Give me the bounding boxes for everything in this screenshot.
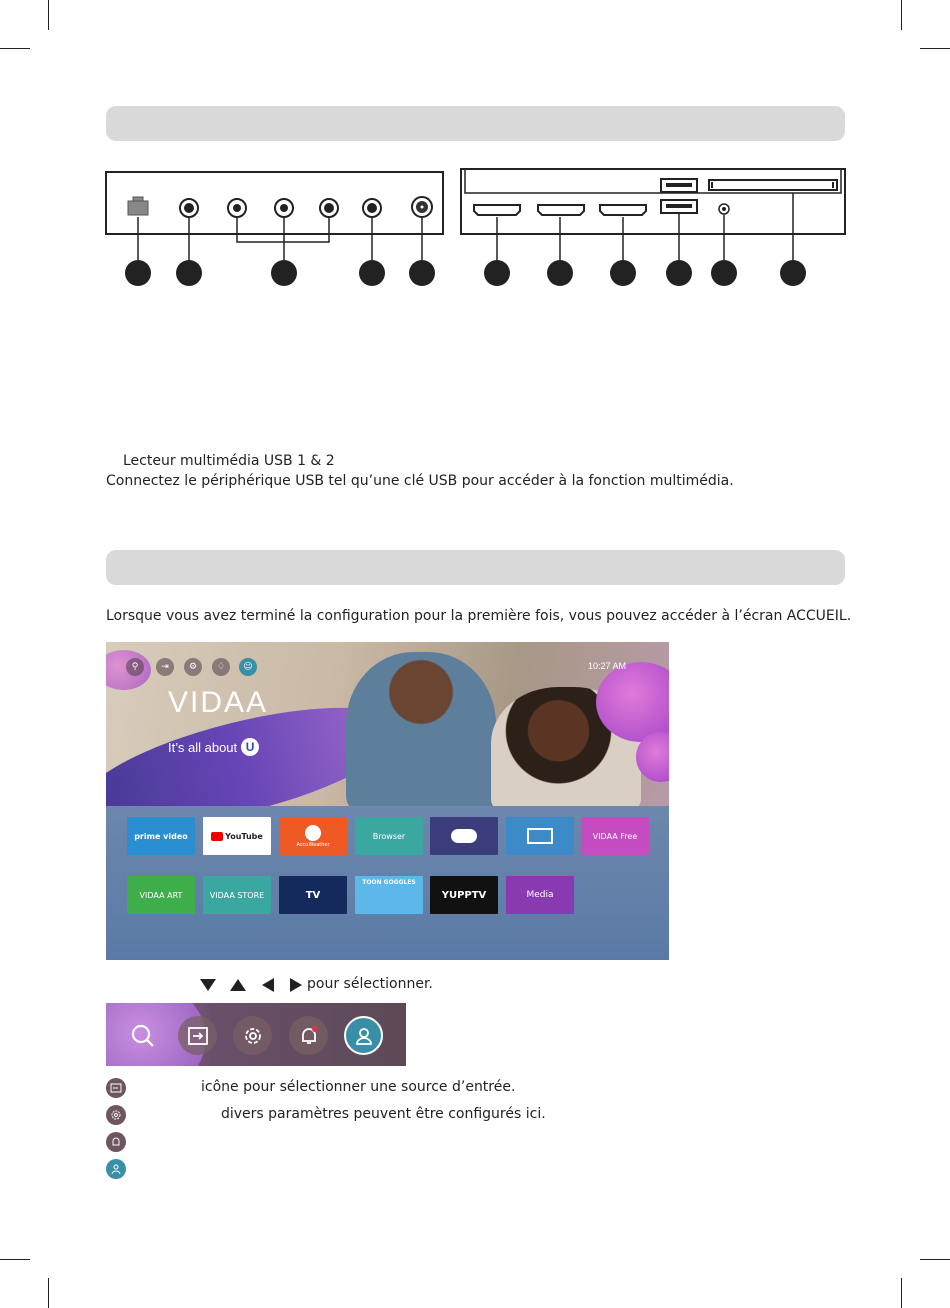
arrow-up-icon (230, 979, 246, 991)
app-tile-youtube[interactable] (203, 817, 271, 855)
antenna-jack-icon (412, 197, 432, 217)
app-tile-prime-video[interactable]: prime video (127, 817, 195, 855)
hdmi-port-icon (538, 205, 584, 215)
arrow-right-icon (290, 978, 302, 992)
app-tile-vidaa-art[interactable]: VIDAA ART (127, 876, 195, 914)
hdmi-port-icon (474, 205, 520, 215)
input-source-icon[interactable] (178, 1016, 217, 1055)
rca-jack-icon (363, 199, 381, 217)
hero-person (346, 652, 496, 812)
hdmi-port-icon (600, 205, 646, 215)
search-icon[interactable]: ⚲ (126, 658, 144, 676)
arrow-down-icon (200, 979, 216, 991)
tagline-text: It’s all about (168, 739, 238, 755)
crop-mark (901, 0, 902, 30)
connector-diagram (100, 165, 850, 290)
accuweather-label: AccuWeather (296, 841, 330, 848)
crop-mark (920, 1259, 950, 1260)
app-tile-accuweather[interactable] (279, 817, 347, 855)
section-header-bar (106, 550, 845, 585)
top-icon-strip (106, 1003, 406, 1066)
crop-mark (48, 1278, 49, 1308)
right-connector-panel (461, 169, 845, 234)
rca-jack-icon (180, 199, 198, 217)
callout-marker (484, 260, 510, 286)
legend-input-text: icône pour sélectionner une source d’entrée. (201, 1079, 516, 1095)
callout-marker (176, 260, 202, 286)
ci-slot-icon (709, 180, 837, 190)
usb-port-icon (661, 179, 697, 192)
u-badge: U (241, 738, 259, 756)
youtube-label: YouTube (225, 831, 263, 841)
account-icon[interactable] (344, 1016, 383, 1055)
notification-icon[interactable] (289, 1016, 328, 1055)
app-tile-toon-goggles[interactable]: TOON GOGGLES (355, 876, 423, 914)
usb-description: Connectez le périphérique USB tel qu’une clé USB pour accéder à la fonction multimédia. (106, 473, 734, 489)
arrow-left-icon (262, 978, 274, 992)
tv-home-screen (106, 642, 669, 960)
crop-mark (48, 0, 49, 30)
nav-arrows (198, 976, 308, 994)
navigate-instruction: pour sélectionner. (307, 976, 433, 992)
usb-port-icon (661, 200, 697, 213)
app-tile-redbull-tv[interactable]: TV (279, 876, 347, 914)
crop-mark (901, 1278, 902, 1308)
callout-marker (271, 260, 297, 286)
settings-icon[interactable] (233, 1016, 272, 1055)
callout-marker (547, 260, 573, 286)
screen-share-icon (527, 828, 553, 844)
callout-marker (409, 260, 435, 286)
account-icon (106, 1159, 126, 1179)
crop-mark (920, 48, 950, 49)
sun-icon (305, 825, 321, 841)
clock: 10:27 AM (588, 661, 627, 671)
legend-settings-text: divers paramètres peuvent être configurés ici. (221, 1106, 546, 1122)
input-source-icon[interactable]: ⇥ (156, 658, 174, 676)
home-intro: Lorsque vous avez terminé la configuration pour la première fois, vous pouvez accéder à l’écran ACCUEIL. (106, 608, 852, 624)
callout-markers (125, 260, 806, 286)
app-tile-vidaa-free[interactable]: VIDAA Free (581, 817, 649, 855)
callout-marker (610, 260, 636, 286)
app-tile-media[interactable]: Media (506, 876, 574, 914)
crop-mark (0, 1259, 30, 1260)
tagline (168, 738, 259, 756)
gamepad-icon (451, 829, 477, 843)
input-source-icon (106, 1078, 126, 1098)
rca-jack-icon (320, 199, 338, 217)
vidaa-logo: VIDAA (168, 686, 269, 719)
notification-icon[interactable]: ♢ (212, 658, 230, 676)
callout-marker (125, 260, 151, 286)
app-tile-screen-share[interactable] (506, 817, 574, 855)
usb-heading: Lecteur multimédia USB 1 & 2 (123, 453, 335, 469)
account-icon[interactable]: ☺ (239, 658, 257, 676)
app-tile-games[interactable] (430, 817, 498, 855)
app-tile-browser[interactable]: Browser (355, 817, 423, 855)
search-icon[interactable] (123, 1016, 162, 1055)
callout-marker (780, 260, 806, 286)
settings-icon (106, 1105, 126, 1125)
notification-icon (106, 1132, 126, 1152)
settings-icon[interactable]: ⚙ (184, 658, 202, 676)
callout-marker (359, 260, 385, 286)
callout-marker (666, 260, 692, 286)
rca-jack-icon (275, 199, 293, 217)
section-header-bar (106, 106, 845, 141)
app-tile-yupptv[interactable]: YUPPTV (430, 876, 498, 914)
headphone-jack-icon (719, 204, 729, 214)
callout-marker (711, 260, 737, 286)
app-tile-vidaa-store[interactable]: VIDAA STORE (203, 876, 271, 914)
crop-mark (0, 48, 30, 49)
left-connector-panel (106, 172, 443, 234)
rca-jack-icon (228, 199, 246, 217)
